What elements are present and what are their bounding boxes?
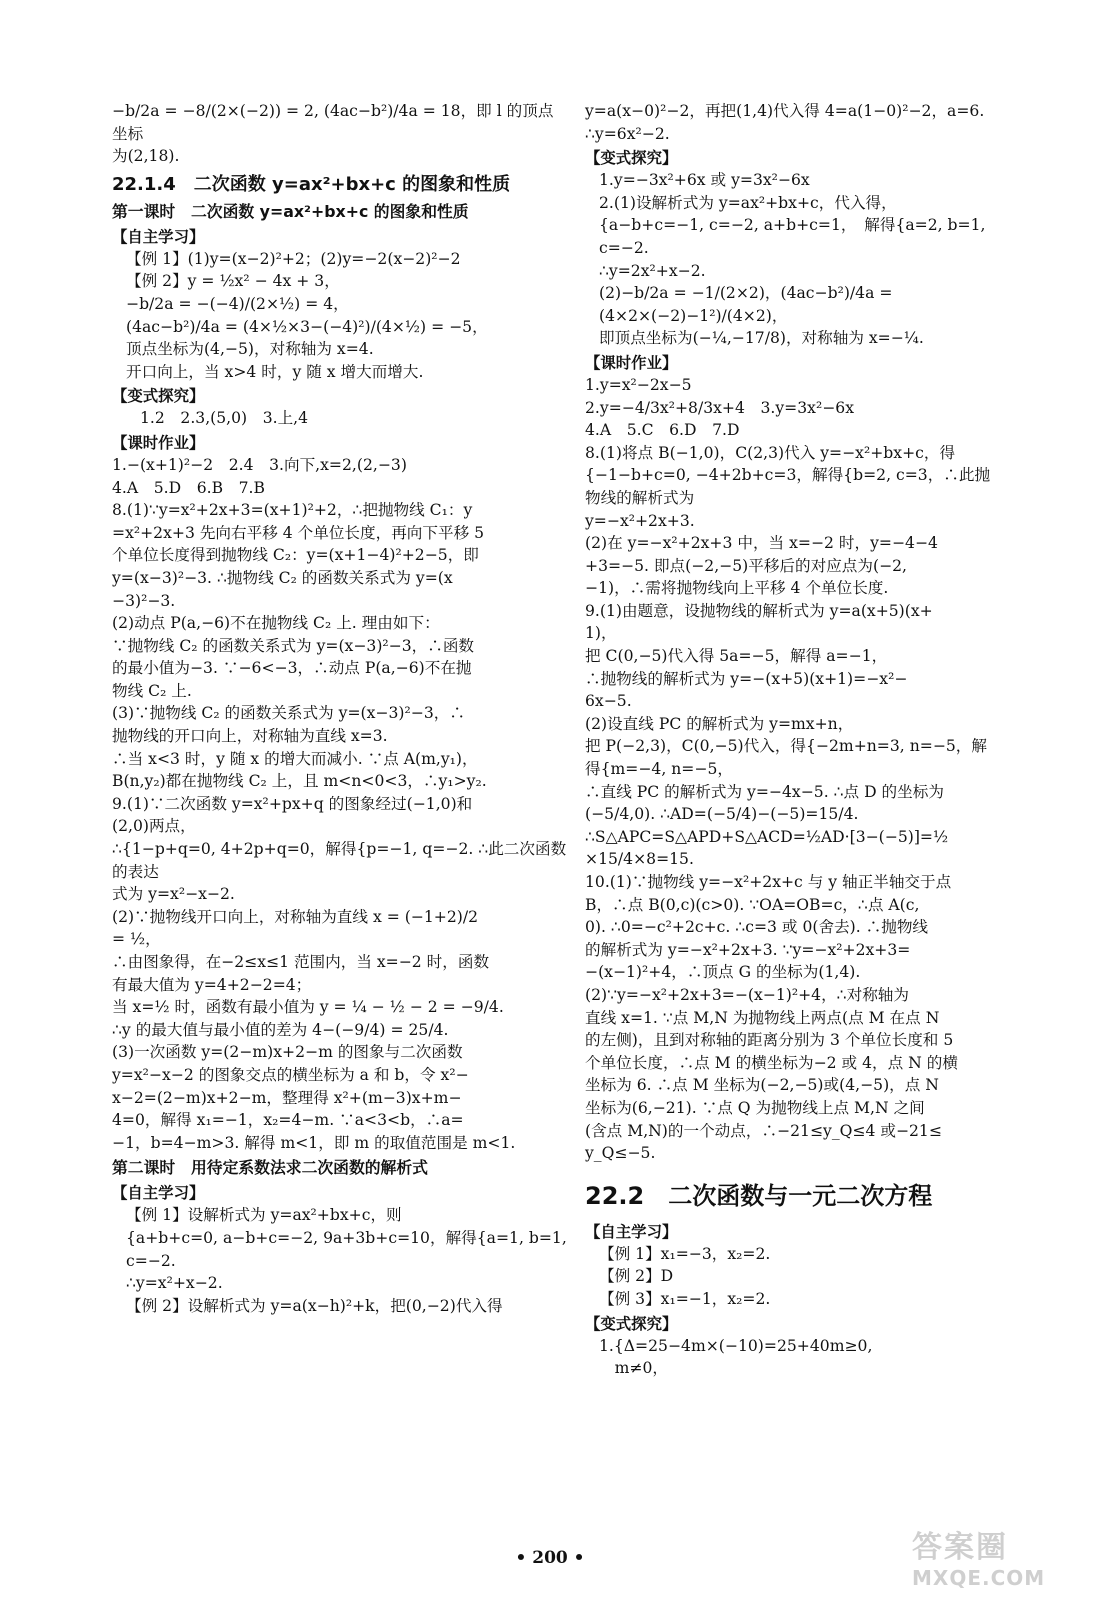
text-line: 4.A 5.C 6.D 7.D — [585, 421, 740, 440]
text-line: −3)²−3. — [112, 591, 176, 610]
text-line: 个单位长度，∴点 M 的横坐标为−2 或 4，点 N 的横 — [585, 1053, 958, 1072]
text-line: x−2=(2−m)x+2−m，整理得 x²+(m−3)x+m− — [112, 1088, 462, 1107]
block-heading: 【自主学习】 — [112, 1184, 205, 1203]
text-line: 1.y=−3x²+6x 或 y=3x²−6x — [599, 171, 810, 190]
text-line: 1.2 2.3,(5,0) 3.上,4 — [140, 409, 309, 428]
text-line: 坐标为 6. ∴点 M 坐标为(−2,−5)或(4,−5)，点 N — [585, 1076, 939, 1095]
text-line: =x²+2x+3 先向右平移 4 个单位长度，再向下平移 5 — [112, 523, 485, 542]
text-line: 【例 1】x₁=−3，x₂=2. — [599, 1244, 771, 1263]
text-line: +3=−5. 即点(−2,−5)平移后的对应点为(−2, — [585, 556, 908, 575]
text-line: ∴y=2x²+x−2. — [599, 261, 706, 280]
text-line: 把 P(−2,3)，C(0,−5)代入，得{−2m+n=3, n=−5，解 — [585, 737, 987, 756]
text-line: y=−x²+2x+3. — [585, 511, 695, 530]
text-line: y_Q≤−5. — [585, 1144, 656, 1163]
text-line: B(n,y₂)都在抛物线 C₂ 上，且 m<n<0<3，∴y₁>y₂. — [112, 772, 487, 791]
text-line: 当 x=½ 时，函数有最小值为 y = ¼ − ½ − 2 = −9/4. — [112, 998, 504, 1017]
text-line: 【例 1】(1)y=(x−2)²+2；(2)y=−2(x−2)²−2 — [126, 249, 461, 268]
text-line: 2.(1)设解析式为 y=ax²+bx+c，代入得， — [599, 193, 897, 212]
text-line: 【例 2】设解析式为 y=a(x−h)²+k，把(0,−2)代入得 — [126, 1296, 503, 1315]
text-line: ∴{1−p+q=0, 4+2p+q=0，解得{p=−1, q=−2. ∴此二次函数的表达 — [112, 840, 567, 881]
text-line: 8.(1)将点 B(−1,0)，C(2,3)代入 y=−x²+bx+c，得 — [585, 443, 956, 462]
subsection-title: 第一课时 二次函数 y=ax²+bx+c 的图象和性质 — [112, 201, 469, 221]
text-line: 的解析式为 y=−x²+2x+3. ∵y=−x²+2x+3= — [585, 940, 911, 959]
text-line: (2,0)两点， — [112, 817, 196, 836]
block-heading: 【课时作业】 — [112, 433, 205, 452]
text-line: 有最大值为 y=4+2−2=4； — [112, 975, 312, 994]
text-line: ∴当 x<3 时，y 随 x 的增大而减小. ∵点 A(m,y₁)， — [112, 749, 478, 768]
text-line: (2)∵抛物线开口向上，对称轴为直线 x = (−1+2)/2 — [112, 907, 479, 926]
text-line: 抛物线的开口向上，对称轴为直线 x=3. — [112, 727, 388, 746]
text-line: 的最小值为−3. ∵−6<−3，∴动点 P(a,−6)不在抛 — [112, 659, 472, 678]
text-line: 的左侧)，且到对称轴的距离分别为 3 个单位长度和 5 — [585, 1031, 954, 1050]
text-line: ×15/4×8=15. — [585, 850, 694, 869]
text-line: 1.{Δ=25−4m×(−10)=25+40m≥0, — [599, 1336, 873, 1355]
subsection-title: 第二课时 用待定系数法求二次函数的解析式 — [112, 1158, 428, 1178]
text-line: 9.(1)∵二次函数 y=x²+px+q 的图象经过(−1,0)和 — [112, 794, 473, 813]
text-line: (含点 M,N)的一个动点，∴−21≤y_Q≤4 或−21≤ — [585, 1121, 942, 1140]
text-line: {−1−b+c=0, −4+2b+c=3，解得{b=2, c=3，∴此抛物线的解析式为 — [585, 466, 991, 507]
text-line: (2)−b/2a = −1/(2×2)，(4ac−b²)/4a = (4×2×(−2)−1²)/(4×2)， — [599, 284, 898, 325]
text-line: (3)∵抛物线 C₂ 的函数关系式为 y=(x−3)²−3，∴ — [112, 704, 465, 723]
block-heading: 【自主学习】 — [585, 1222, 678, 1241]
text-line: 个单位长度得到抛物线 C₂：y=(x+1−4)²+2−5，即 — [112, 546, 479, 565]
text-line: 6x−5. — [585, 692, 632, 711]
text-line: ∴直线 PC 的解析式为 y=−4x−5. ∴点 D 的坐标为 — [585, 782, 944, 801]
page-number: • 200 • — [515, 1548, 585, 1568]
text-line: B，∴点 B(0,c)(c>0). ∵OA=OB=c，∴点 A(c, — [585, 895, 920, 914]
text-line: 为(2,18). — [112, 147, 180, 166]
text-line: y=x²−x−2 的图象交点的横坐标为 a 和 b，令 x²− — [112, 1065, 469, 1084]
section-title: 22.2 二次函数与一元二次方程 — [585, 1181, 933, 1210]
text-line: y=(x−3)²−3. ∴抛物线 C₂ 的函数关系式为 y=(x — [112, 568, 453, 587]
text-line: (−5/4,0). ∴AD=(−5/4)−(−5)=15/4. — [585, 805, 859, 824]
text-line: (2)在 y=−x²+2x+3 中，当 x=−2 时，y=−4−4 — [585, 534, 938, 553]
text-line: ∴y=x²+x−2. — [126, 1274, 223, 1293]
text-line: 把 C(0,−5)代入得 5a=−5，解得 a=−1， — [585, 647, 888, 666]
text-line: 9.(1)由题意，设抛物线的解析式为 y=a(x+5)(x+ — [585, 601, 933, 620]
text-line: ∴y=6x²−2. — [585, 124, 670, 143]
text-line: −(x−1)²+4，∴顶点 G 的坐标为(1,4). — [585, 963, 861, 982]
block-heading: 【课时作业】 — [585, 353, 678, 372]
text-line: 直线 x=1. ∵点 M,N 为抛物线上两点(点 M 在点 N — [585, 1008, 940, 1027]
text-line: (2)∵y=−x²+2x+3=−(x−1)²+4，∴对称轴为 — [585, 985, 909, 1004]
watermark-cn: 答案圈 — [912, 1530, 1008, 1565]
text-line: 10.(1)∵抛物线 y=−x²+2x+c 与 y 轴正半轴交于点 — [585, 873, 952, 891]
text-line: = ½， — [112, 930, 161, 949]
text-line: ∴y 的最大值与最小值的差为 4−(−9/4) = 25/4. — [112, 1020, 449, 1039]
text-line: 顶点坐标为(4,−5)，对称轴为 x=4. — [126, 340, 374, 359]
text-line: 【例 1】设解析式为 y=ax²+bx+c，则 — [126, 1206, 402, 1225]
text-line: 8.(1)∵y=x²+2x+3=(x+1)²+2，∴把抛物线 C₁：y — [112, 501, 473, 520]
text-line: 1)， — [585, 624, 617, 643]
block-heading: 【变式探究】 — [112, 387, 205, 406]
text-line: ∵抛物线 C₂ 的函数关系式为 y=(x−3)²−3，∴函数 — [112, 636, 475, 655]
text-line: −b/2a = −(−4)/(2×½) = 4， — [126, 294, 349, 313]
text-line: ∴抛物线的解析式为 y=−(x+5)(x+1)=−x²− — [585, 669, 908, 688]
block-heading: 【变式探究】 — [585, 1314, 678, 1333]
text-line: ∴由图象得，在−2≤x≤1 范围内，当 x=−2 时，函数 — [112, 953, 490, 971]
text-line: 即顶点坐标为(−¼,−17/8)，对称轴为 x=−¼. — [599, 329, 924, 348]
text-line: 4=0，解得 x₁=−1，x₂=4−m. ∵a<3<b，∴a= — [112, 1111, 464, 1130]
text-line: 坐标为(6,−21). ∵点 Q 为抛物线上点 M,N 之间 — [585, 1098, 925, 1117]
watermark-en: MXQE.COM — [912, 1566, 1046, 1590]
text-line: 物线 C₂ 上. — [112, 681, 192, 700]
text-line: 【例 2】D — [599, 1267, 674, 1286]
text-line: {a+b+c=0, a−b+c=−2, 9a+3b+c=10，解得{a=1, b=1, c=−2. — [126, 1228, 572, 1270]
text-line: 得{m=−4, n=−5， — [585, 760, 733, 779]
text-line: m≠0， — [599, 1359, 668, 1378]
left-column — [112, 100, 572, 1317]
text-line: −b/2a = −8/(2×(−2)) = 2, (4ac−b²)/4a = 18，即 l 的顶点坐标 — [112, 102, 554, 143]
text-line: 1.−(x+1)²−2 2.4 3.向下,x=2,(2,−3) — [112, 455, 407, 474]
right-column — [585, 100, 1005, 1380]
text-line: −1，b=4−m>3. 解得 m<1，即 m 的取值范围是 m<1. — [112, 1133, 516, 1152]
text-line: (3)一次函数 y=(2−m)x+2−m 的图象与二次函数 — [112, 1043, 463, 1062]
watermark-logo — [912, 1522, 1082, 1588]
text-line: {a−b+c=−1, c=−2, a+b+c=1， 解得{a=2, b=1, c=−2. — [599, 216, 991, 257]
text-line: y=a(x−0)²−2，再把(1,4)代入得 4=a(1−0)²−2，a=6. — [585, 102, 985, 120]
block-heading: 【变式探究】 — [585, 149, 678, 168]
text-line: ∴S△APC=S△APD+S△ACD=½AD·[3−(−5)]=½ — [585, 827, 949, 846]
text-line: 开口向上，当 x>4 时，y 随 x 增大而增大. — [126, 362, 424, 381]
text-line: (4ac−b²)/4a = (4×½×3−(−4)²)/(4×½) = −5， — [126, 317, 488, 336]
block-heading: 【自主学习】 — [112, 227, 205, 246]
text-line: −1)，∴需将抛物线向上平移 4 个单位长度. — [585, 579, 889, 598]
text-line: 4.A 5.D 6.B 7.B — [112, 478, 265, 497]
text-line: 【例 2】y = ½x² − 4x + 3， — [126, 272, 340, 291]
text-line: 2.y=−4/3x²+8/3x+4 3.y=3x²−6x — [585, 398, 854, 417]
text-line: 【例 3】x₁=−1，x₂=2. — [599, 1289, 771, 1308]
text-line: (2)设直线 PC 的解析式为 y=mx+n， — [585, 714, 854, 733]
section-title: 22.1.4 二次函数 y=ax²+bx+c 的图象和性质 — [112, 173, 511, 195]
text-line: 式为 y=x²−x−2. — [112, 885, 235, 904]
text-line: (2)动点 P(a,−6)不在抛物线 C₂ 上. 理由如下： — [112, 614, 440, 633]
text-line: 1.y=x²−2x−5 — [585, 375, 692, 394]
text-line: 0). ∴0=−c²+2c+c. ∴c=3 或 0(舍去). ∴抛物线 — [585, 918, 929, 937]
